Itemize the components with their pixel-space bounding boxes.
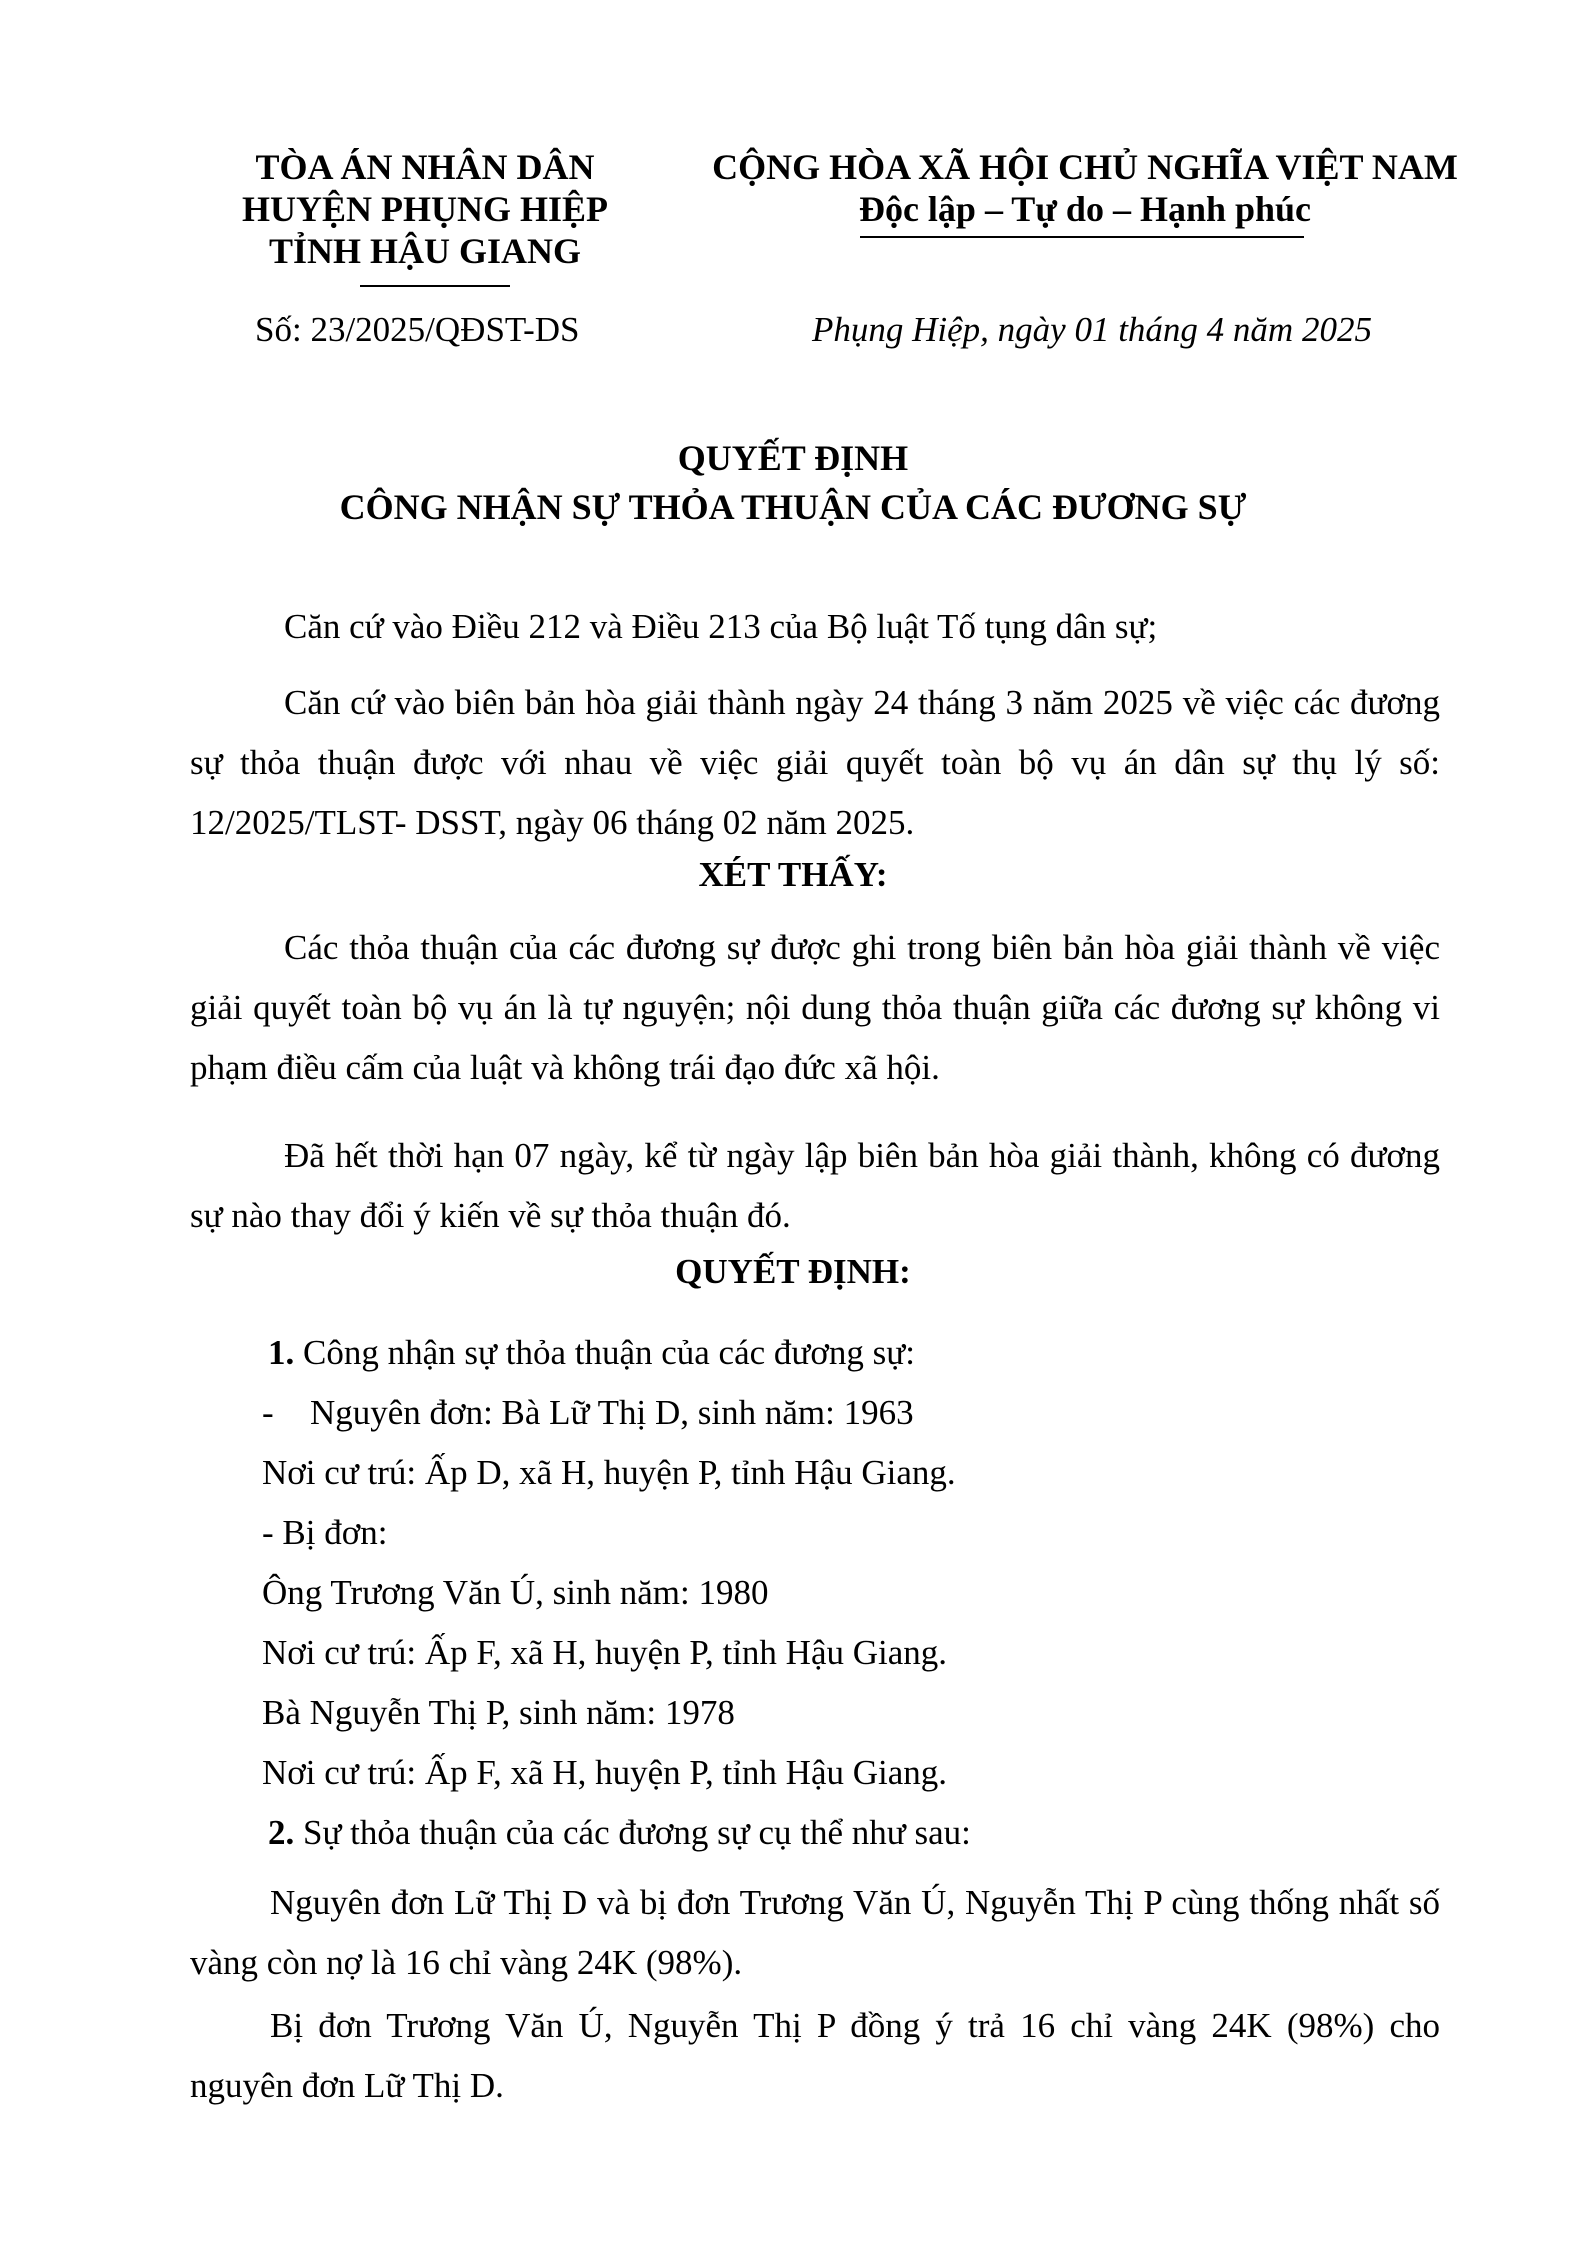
plaintiff-address: Nơi cư trú: Ấp D, xã H, huyện P, tỉnh Hậu Giang. — [262, 1453, 956, 1492]
agreement-paragraph-1: Nguyên đơn Lữ Thị D và bị đơn Trương Văn Ú, Nguyễn Thị P cùng thống nhất số vàng còn nợ là 16 chỉ vàng 24K (98%). — [190, 1883, 1440, 1982]
findings-paragraph-2: Đã hết thời hạn 07 ngày, kể từ ngày lập biên bản hòa giải thành, không có đương sự nào thay đổi ý kiến về sự thỏa thuận đó. — [190, 1136, 1440, 1235]
defendant-2-address: Nơi cư trú: Ấp F, xã H, huyện P, tỉnh Hậu Giang. — [262, 1753, 948, 1792]
decision-item-2 — [268, 1813, 971, 1853]
national-header — [700, 146, 1470, 230]
court-name-line1: TÒA ÁN NHÂN DÂN — [255, 147, 595, 187]
findings-heading: XÉT THẤY: — [698, 855, 888, 894]
document-subtitle: CÔNG NHẬN SỰ THỎA THUẬN CỦA CÁC ĐƯƠNG SỰ — [339, 487, 1247, 527]
defendant-label: - Bị đơn: — [262, 1513, 388, 1552]
national-motto-underline — [860, 236, 1304, 238]
decision-item-1-text: Công nhận sự thỏa thuận của các đương sự: — [294, 1333, 915, 1372]
basis-paragraph-2: Căn cứ vào biên bản hòa giải thành ngày 24 tháng 3 năm 2025 về việc các đương sự thỏa thuận được với nhau về việc giải quyết toàn bộ vụ án dân sự thụ lý số: 12/2025/TLST- DSST, ngày 06 tháng 02 năm 2025. — [190, 683, 1440, 842]
findings-paragraph-1: Các thỏa thuận của các đương sự được ghi trong biên bản hòa giải thành về việc giải quyết toàn bộ vụ án là tự nguyện; nội dung thỏa thuận giữa các đương sự không vi phạm điều cấm của luật và không trái đạo đức xã hội. — [190, 928, 1440, 1087]
agreement-paragraph-2: Bị đơn Trương Văn Ú, Nguyễn Thị P đồng ý trả 16 chỉ vàng 24K (98%) cho nguyên đơn Lữ Thị D. — [190, 2006, 1440, 2105]
basis-paragraph-1: Căn cứ vào Điều 212 và Điều 213 của Bộ luật Tố tụng dân sự; — [284, 607, 1158, 646]
defendant-1-address: Nơi cư trú: Ấp F, xã H, huyện P, tỉnh Hậu Giang. — [262, 1633, 948, 1672]
defendant-2: Bà Nguyễn Thị P, sinh năm: 1978 — [262, 1693, 735, 1732]
defendant-1: Ông Trương Văn Ú, sinh năm: 1980 — [262, 1573, 769, 1612]
document-title: QUYẾT ĐỊNH — [677, 438, 909, 478]
document-number: Số: 23/2025/QĐST-DS — [255, 310, 580, 349]
decision-item-2-text: Sự thỏa thuận của các đương sự cụ thể như sau: — [294, 1813, 971, 1852]
decision-item-2-number: 2. — [268, 1813, 295, 1852]
plaintiff-line: Nguyên đơn: Bà Lữ Thị D, sinh năm: 1963 — [310, 1393, 914, 1432]
decision-item-1 — [268, 1333, 915, 1373]
national-motto: Độc lập – Tự do – Hạnh phúc — [858, 189, 1312, 229]
place-date: Phụng Hiệp, ngày 01 tháng 4 năm 2025 — [812, 310, 1372, 349]
decision-heading: QUYẾT ĐỊNH: — [675, 1252, 911, 1291]
court-name-line3: TỈNH HẬU GIANG — [268, 231, 582, 271]
court-name-line2: HUYỆN PHỤNG HIỆP — [241, 189, 608, 229]
court-header — [205, 146, 645, 272]
decision-item-1-number: 1. — [268, 1333, 295, 1372]
plaintiff-dash: - — [262, 1393, 274, 1432]
national-title: CỘNG HÒA XÃ HỘI CHỦ NGHĨA VIỆT NAM — [712, 147, 1458, 187]
court-header-underline — [360, 285, 510, 287]
